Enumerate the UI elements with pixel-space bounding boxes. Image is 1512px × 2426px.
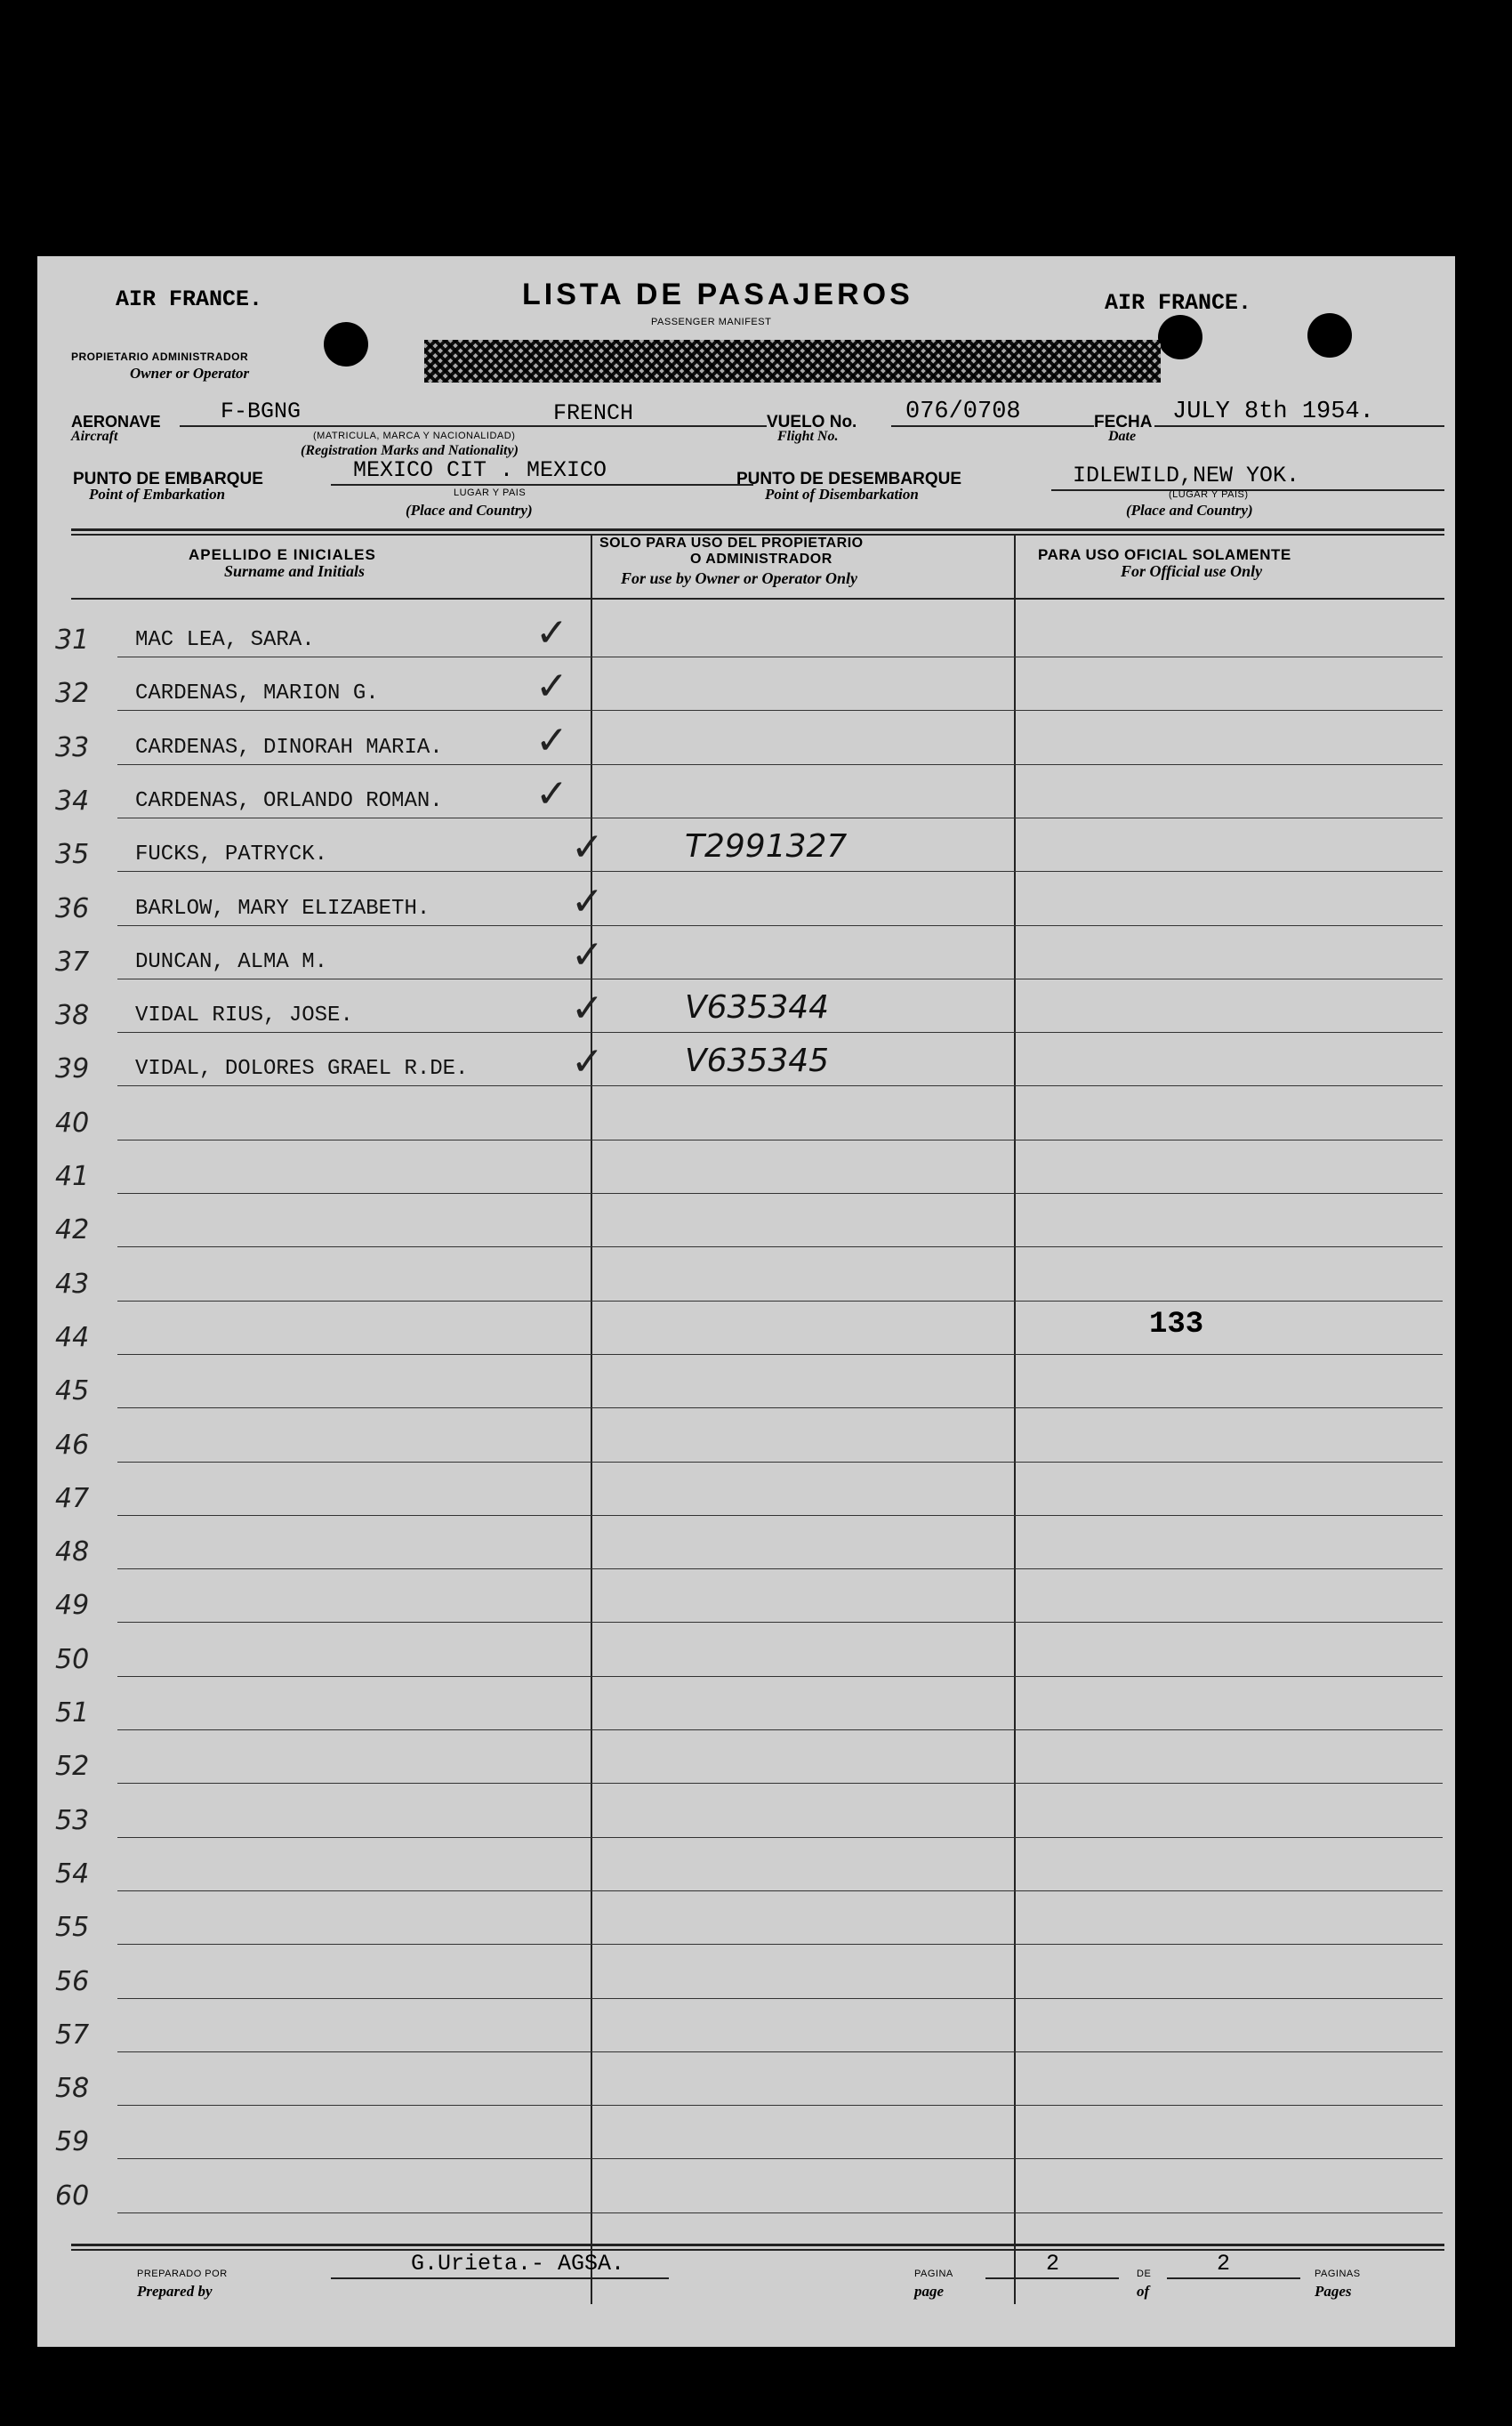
row-number: 56 [55,1965,90,1997]
passenger-name: DUNCAN, ALMA M. [135,949,328,974]
row-rule [117,1032,1443,1033]
col-official-header-en: For Official use Only [1121,562,1263,580]
page-value: 2 [1046,2251,1060,2277]
row-rule [117,2051,1443,2052]
row-number: 33 [55,731,90,763]
punch-hole-mid [1158,315,1202,359]
prepared-label-en: Prepared by [137,2283,213,2300]
owner-label: PROPIETARIO ADMINISTRADOR [71,351,249,363]
of-value: 2 [1217,2251,1231,2277]
owner-use-mark: V635345 [685,1043,830,1080]
row-rule [117,2158,1443,2159]
aircraft-caption-en: (Registration Marks and Nationality) [301,443,519,458]
passenger-name: CARDENAS, MARION G. [135,681,379,706]
aircraft-label-en: Aircraft [71,429,118,444]
punch-hole-right [1307,313,1352,358]
aircraft-nationality: FRENCH [553,400,634,426]
owner-label-en: Owner or Operator [130,365,250,382]
row-number: 34 [55,785,90,817]
row-rule [117,764,1443,765]
row-rule [117,1676,1443,1677]
embark-label-en: Point of Embarkation [89,486,226,503]
col-surname-header-en: Surname and Initials [224,562,366,580]
row-number: 44 [55,1321,90,1353]
row-rule [117,2105,1443,2106]
row-rule [117,1354,1443,1355]
page-label-en: page [914,2283,945,2300]
disembark-label-en: Point of Disembarkation [765,486,919,503]
row-rule [117,1783,1443,1784]
redacted-operator [424,340,1161,383]
row-rule [117,1729,1443,1730]
passenger-name: CARDENAS, ORLANDO ROMAN. [135,788,443,813]
row-number: 55 [55,1912,90,1944]
row-number: 54 [55,1858,90,1890]
airline-right: AIR FRANCE. [1105,290,1252,316]
row-number: 48 [55,1536,90,1568]
punch-hole-left [324,322,368,367]
date-value: JULY 8th 1954. [1172,399,1374,425]
passenger-name: VIDAL RIUS, JOSE. [135,1003,353,1028]
row-rule [117,1622,1443,1623]
row-number: 53 [55,1804,90,1836]
flight-label: VUELO No. [767,413,857,431]
col-official-header: PARA USO OFICIAL SOLAMENTE [1038,546,1291,563]
prepared-label: PREPARADO POR [137,2269,228,2279]
row-number: 41 [55,1161,90,1192]
of-label-en: of [1137,2283,1150,2300]
row-rule [117,1246,1443,1247]
row-number: 39 [55,1053,90,1085]
embark-label: PUNTO DE EMBARQUE [73,470,263,488]
flight-value: 076/0708 [905,399,1021,425]
row-number: 45 [55,1375,90,1407]
official-stamp-number: 133 [1149,1308,1204,1342]
check-mark-icon: ✓ [535,664,568,710]
row-rule [117,1407,1443,1408]
row-number: 32 [55,678,90,710]
row-rule [117,1301,1443,1302]
manifest-subtitle: PASSENGER MANIFEST [651,317,772,327]
row-number: 36 [55,892,90,924]
of-label: DE [1137,2269,1152,2279]
row-number: 31 [55,625,90,656]
date-label: FECHA [1094,413,1153,431]
col-owner-header-en: For use by Owner or Operator Only [621,569,858,587]
row-rule [117,1890,1443,1891]
row-number: 49 [55,1590,90,1622]
row-rule [117,1515,1443,1516]
row-number: 47 [55,1482,90,1514]
check-mark-icon: ✓ [535,717,568,763]
owner-use-mark: V635344 [685,989,830,1027]
row-rule [117,1568,1443,1569]
row-rule [117,1085,1443,1086]
embark-value: MEXICO CIT . MEXICO [353,457,607,483]
check-mark-icon: ✓ [535,610,568,656]
manifest-title: LISTA DE PASAJEROS [522,278,913,311]
disembark-label: PUNTO DE DESEMBARQUE [736,470,962,488]
row-number: 46 [55,1429,90,1461]
passenger-name: VIDAL, DOLORES GRAEL R.DE. [135,1057,469,1082]
passenger-name: MAC LEA, SARA. [135,628,315,652]
row-number: 35 [55,839,90,871]
owner-use-mark: T2991327 [685,828,848,866]
row-rule [117,710,1443,711]
row-number: 37 [55,946,90,978]
row-number: 57 [55,2019,90,2051]
row-number: 50 [55,1643,90,1675]
row-number: 59 [55,2126,90,2158]
row-number: 52 [55,1751,90,1783]
row-number: 38 [55,1000,90,1032]
row-rule [117,1193,1443,1194]
aircraft-value: F-BGNG [221,399,302,424]
manifest-sheet [37,256,1455,2347]
prepared-value: G.Urieta.- AGSA. [411,2251,625,2277]
embark-caption-en: (Place and Country) [406,502,533,519]
check-mark-icon: ✓ [571,1039,604,1085]
row-number: 58 [55,2073,90,2105]
page-label: PAGINA [914,2269,953,2279]
row-number: 51 [55,1697,90,1729]
row-number: 60 [55,2180,90,2212]
row-rule [117,1837,1443,1838]
date-label-en: Date [1108,429,1137,444]
aircraft-label: AERONAVE [71,413,161,431]
row-rule [117,2212,1443,2213]
disembark-caption-en: (Place and Country) [1126,502,1253,519]
pages-label: PAGINAS [1315,2269,1361,2279]
passenger-name: FUCKS, PATRYCK. [135,842,328,867]
check-mark-icon: ✓ [571,825,604,871]
row-number: 43 [55,1268,90,1300]
col-owner-header-2: O ADMINISTRADOR [690,552,832,567]
aircraft-caption: (MATRICULA, MARCA Y NACIONALIDAD) [313,431,516,441]
check-mark-icon: ✓ [571,986,604,1032]
airline-left: AIR FRANCE. [116,286,263,312]
row-rule [117,1998,1443,1999]
row-rule [117,1944,1443,1945]
row-number: 40 [55,1107,90,1139]
check-mark-icon: ✓ [571,931,604,978]
row-rule [117,1462,1443,1463]
passenger-name: BARLOW, MARY ELIZABETH. [135,896,430,921]
col-owner-header: SOLO PARA USO DEL PROPIETARIO [599,536,864,551]
flight-label-en: Flight No. [777,429,839,444]
check-mark-icon: ✓ [571,878,604,924]
passenger-name: CARDENAS, DINORAH MARIA. [135,735,443,760]
row-rule [117,925,1443,926]
check-mark-icon: ✓ [535,770,568,817]
embark-caption: LUGAR Y PAIS [454,488,527,498]
col-surname-header: APELLIDO E INICIALES [189,546,376,563]
disembark-value: IDLEWILD,NEW YOK. [1073,463,1300,488]
disembark-caption: (LUGAR Y PAIS) [1169,489,1249,500]
row-number: 42 [55,1214,90,1246]
row-rule [117,871,1443,872]
pages-label-en: Pages [1315,2283,1352,2300]
